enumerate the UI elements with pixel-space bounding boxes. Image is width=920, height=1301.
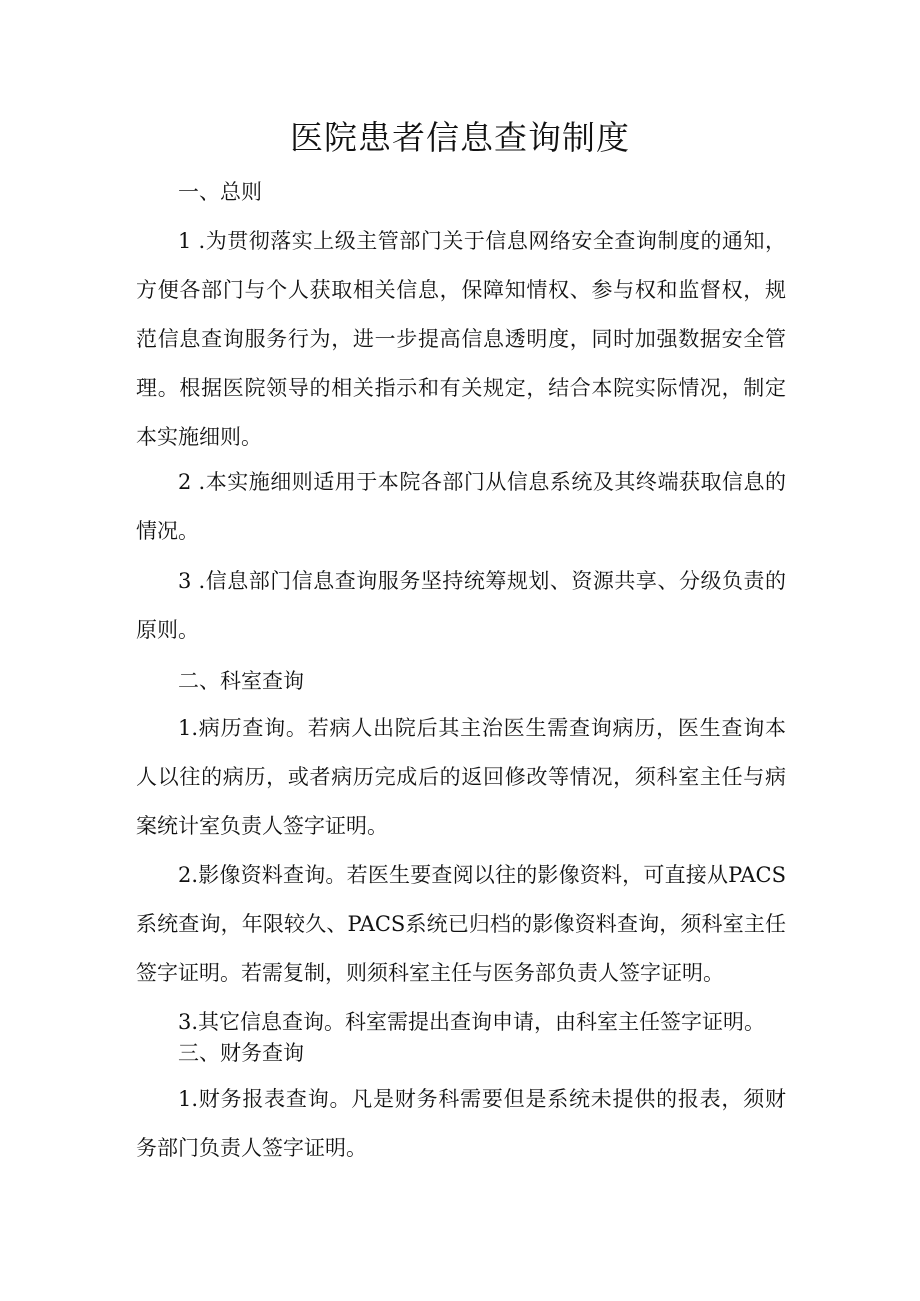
paragraph-general-3: 3 .信息部门信息查询服务坚持统筹规划、资源共享、分级负责的原则。 xyxy=(136,569,786,642)
section-heading-general: 一、总则 xyxy=(178,180,262,204)
paragraph-general-1: 1 .为贯彻落实上级主管部门关于信息网络安全查询制度的通知，方便各部门与个人获取相关信息，保障知情权、参与权和监督权，规范信息查询服务行为，进一步提高信息透明度，同时加强数据安全管理。根据医院领导的相关指示和有关规定，结合本院实际情况，制定本实施细则。 xyxy=(136,229,786,449)
paragraph-department-2: 2.影像资料查询。若医生要查阅以往的影像资料，可直接从PACS系统查询，年限较久、PACS系统已归档的影像资料查询，须科室主任签字证明。若需复制，则须科室主任与医务部负责人签字证明。 xyxy=(136,863,786,985)
paragraph-department-1: 1.病历查询。若病人出院后其主治医生需查询病历，医生查询本人以往的病历，或者病历完成后的返回修改等情况，须科室主任与病案统计室负责人签字证明。 xyxy=(136,716,786,838)
document-title: 医院患者信息查询制度 xyxy=(290,118,630,157)
paragraph-general-2: 2 .本实施细则适用于本院各部门从信息系统及其终端获取信息的情况。 xyxy=(136,470,786,543)
paragraph-finance-1: 1.财务报表查询。凡是财务科需要但是系统未提供的报表，须财务部门负责人签字证明。 xyxy=(136,1087,786,1160)
paragraph-department-3: 3.其它信息查询。科室需提出查询申请，由科室主任签字证明。 xyxy=(178,1010,766,1034)
section-heading-finance: 三、财务查询 xyxy=(178,1041,304,1065)
section-heading-department: 二、科室查询 xyxy=(178,669,304,693)
